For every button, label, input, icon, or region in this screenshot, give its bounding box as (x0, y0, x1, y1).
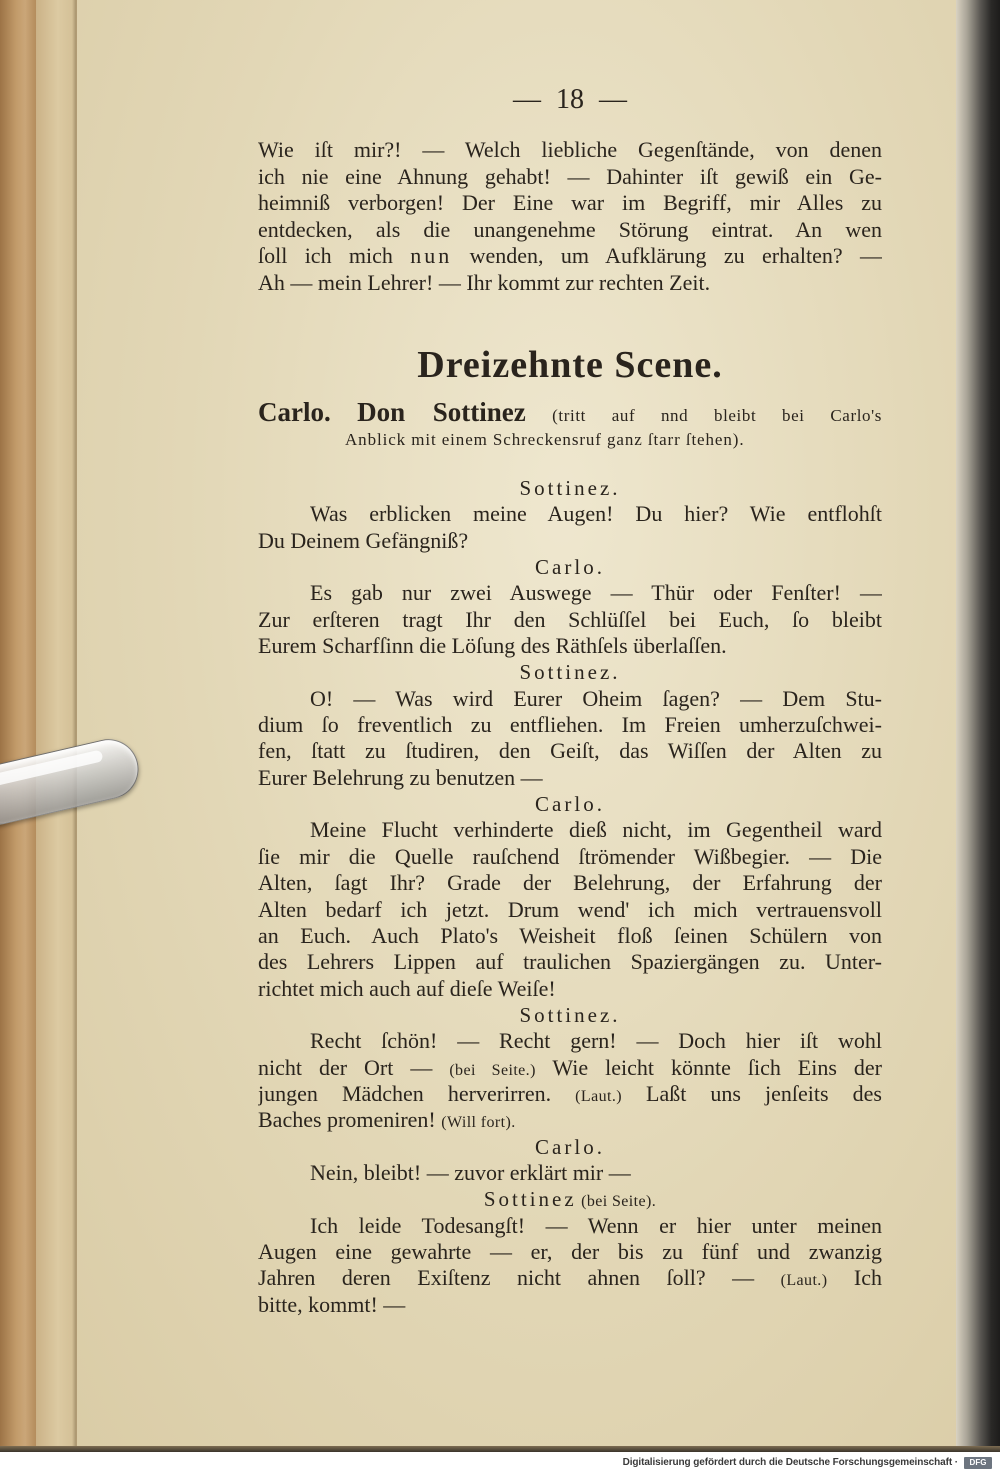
text-line: richtet mich auch auf dieſe Weiſe! (258, 975, 556, 1001)
speaker-name: Sottinez. (519, 476, 621, 500)
text-line: Es gab nur zwei Auswege — Thür oder Fenſter! — (310, 580, 882, 606)
text-line: Zur erſteren tragt Ihr den Schlüſſel bei Euch, ſo bleibt (258, 606, 882, 632)
text-line: Alten bedarf ich jetzt. Drum wend' ich mich vertrauensvoll (258, 896, 882, 922)
text-line: O! — Was wird Eurer Oheim ſagen? — Dem Stu- (310, 685, 882, 711)
text-line: Augen eine gewahrte — er, der bis zu fünf und zwanzig (258, 1238, 882, 1264)
scene-heading: Dreizehnte Scene. (417, 344, 723, 386)
text-line: entdecken, als die unangenehme Störung eintrat. An wen (258, 216, 882, 242)
text-line: Recht ſchön! — Recht gern! — Doch hier iſt wohl (310, 1028, 882, 1054)
stage-direction: (bei Seite.) (449, 1061, 536, 1079)
text-segment: nicht der Ort — (258, 1054, 450, 1080)
page-stack-edge (36, 0, 76, 1452)
stage-direction: (Laut.) (780, 1272, 828, 1290)
text-line: bitte, kommt! — (258, 1291, 406, 1317)
funding-credit: Digitalisierung gefördert durch die Deutsche Forschungsgemeinschaft · (622, 1457, 958, 1468)
text-line: Was erblicken meine Augen! Du hier? Wie entflohſt (310, 501, 882, 527)
text-line (258, 1265, 882, 1291)
text-line: dium ſo freventlich zu entfliehen. Im Freien umherzuſchwei- (258, 712, 882, 738)
dfg-logo: DFG (964, 1457, 992, 1469)
book-cover-edge (0, 0, 36, 1452)
text-line: Ah — mein Lehrer! — Ihr kommt zur rechten Zeit. (258, 269, 711, 295)
text-line: an Euch. Auch Plato's Weisheit floß ſeinen Schülern von (258, 922, 882, 948)
stage-direction: (tritt auf nnd bleibt bei Carlo's (552, 406, 882, 425)
text-segment: Wie leicht könnte ſich Eins der (535, 1054, 882, 1080)
text-line: Alten, ſagt Ihr? Grade der Belehrung, der Erfahrung der (258, 870, 882, 896)
text-line: des Lehrers Lippen auf traulichen Spaziergängen zu. Unter- (258, 949, 882, 975)
cast-sottinez: Don Sottinez (357, 399, 526, 426)
text-segment: wenden, um Aufklärung zu erhalten? — (452, 243, 882, 269)
page-number: — 18 — (513, 84, 627, 115)
text-line (258, 243, 882, 270)
text-line: Eurer Belehrung zu benutzen — (258, 764, 543, 790)
text-line: fen, ſtatt zu ſtudiren, den Geiſt, das Wiſſen der Alten zu (258, 738, 882, 764)
text-line: heimniß verborgen! Der Eine war im Begriff, mir Alles zu (258, 190, 882, 216)
text-segment: Jahren deren Exiſtenz nicht ahnen ſoll? — (258, 1265, 781, 1291)
speaker-name: Carlo. (535, 792, 605, 817)
speaker-name (258, 1186, 882, 1212)
text-segment: Laßt uns jenſeits des (621, 1080, 882, 1106)
text-line: ich nie eine Ahnung gehabt! — Dahinter iſt gewiß ein Ge- (258, 163, 882, 189)
speaker-name: Sottinez. (519, 660, 621, 685)
text-line: Ich leide Todesangſt! — Wenn er hier unter meinen (310, 1212, 882, 1238)
speaker-name: Carlo. (535, 555, 605, 580)
text-line: Meine Flucht verhinderte dieß nicht, im Gegentheil ward (310, 817, 882, 843)
digitization-footer (0, 1452, 1000, 1474)
emphasized-word: nun (410, 243, 453, 269)
text-line: Eurem Scharfſinn die Löſung des Räthſels überlaſſen. (258, 633, 727, 659)
cast-line (258, 399, 882, 426)
stage-direction: Anblick mit einem Schreckensruf ganz ſtarr ſtehen). (345, 430, 745, 449)
text-line: Wie iſt mir?! — Welch liebliche Gegenſtände, von denen (258, 137, 882, 162)
speaker-name: Carlo. (535, 1134, 605, 1159)
text-segment: Ich (827, 1265, 882, 1291)
stage-direction: (Will fort). (441, 1114, 516, 1132)
text-line (258, 1081, 882, 1107)
intro-paragraph (258, 137, 882, 297)
text-line (258, 1107, 882, 1133)
stage-direction: (bei Seite). (576, 1193, 657, 1211)
scene-cast (258, 399, 882, 453)
speaker-label: Sottinez (483, 1187, 577, 1212)
stage-direction: (Laut.) (575, 1087, 622, 1105)
text-line: ſie mir die Quelle rauſchend ſtrömender Wißbegier. — Die (258, 843, 882, 869)
cast-carlo: Carlo. (258, 399, 331, 426)
text-line (258, 1055, 882, 1081)
speaker-name: Sottinez. (519, 1002, 621, 1027)
text-segment: jungen Mädchen herverirren. (258, 1080, 576, 1106)
text-segment: Baches promeniren! (258, 1107, 442, 1133)
text-segment: ſoll ich mich (258, 243, 411, 269)
book-spine-shadow (956, 0, 1000, 1452)
text-line: Du Deinem Gefängniß? (258, 527, 469, 553)
dialogue (258, 475, 882, 1318)
text-line: Nein, bleibt! — zuvor erklärt mir — (310, 1159, 631, 1185)
